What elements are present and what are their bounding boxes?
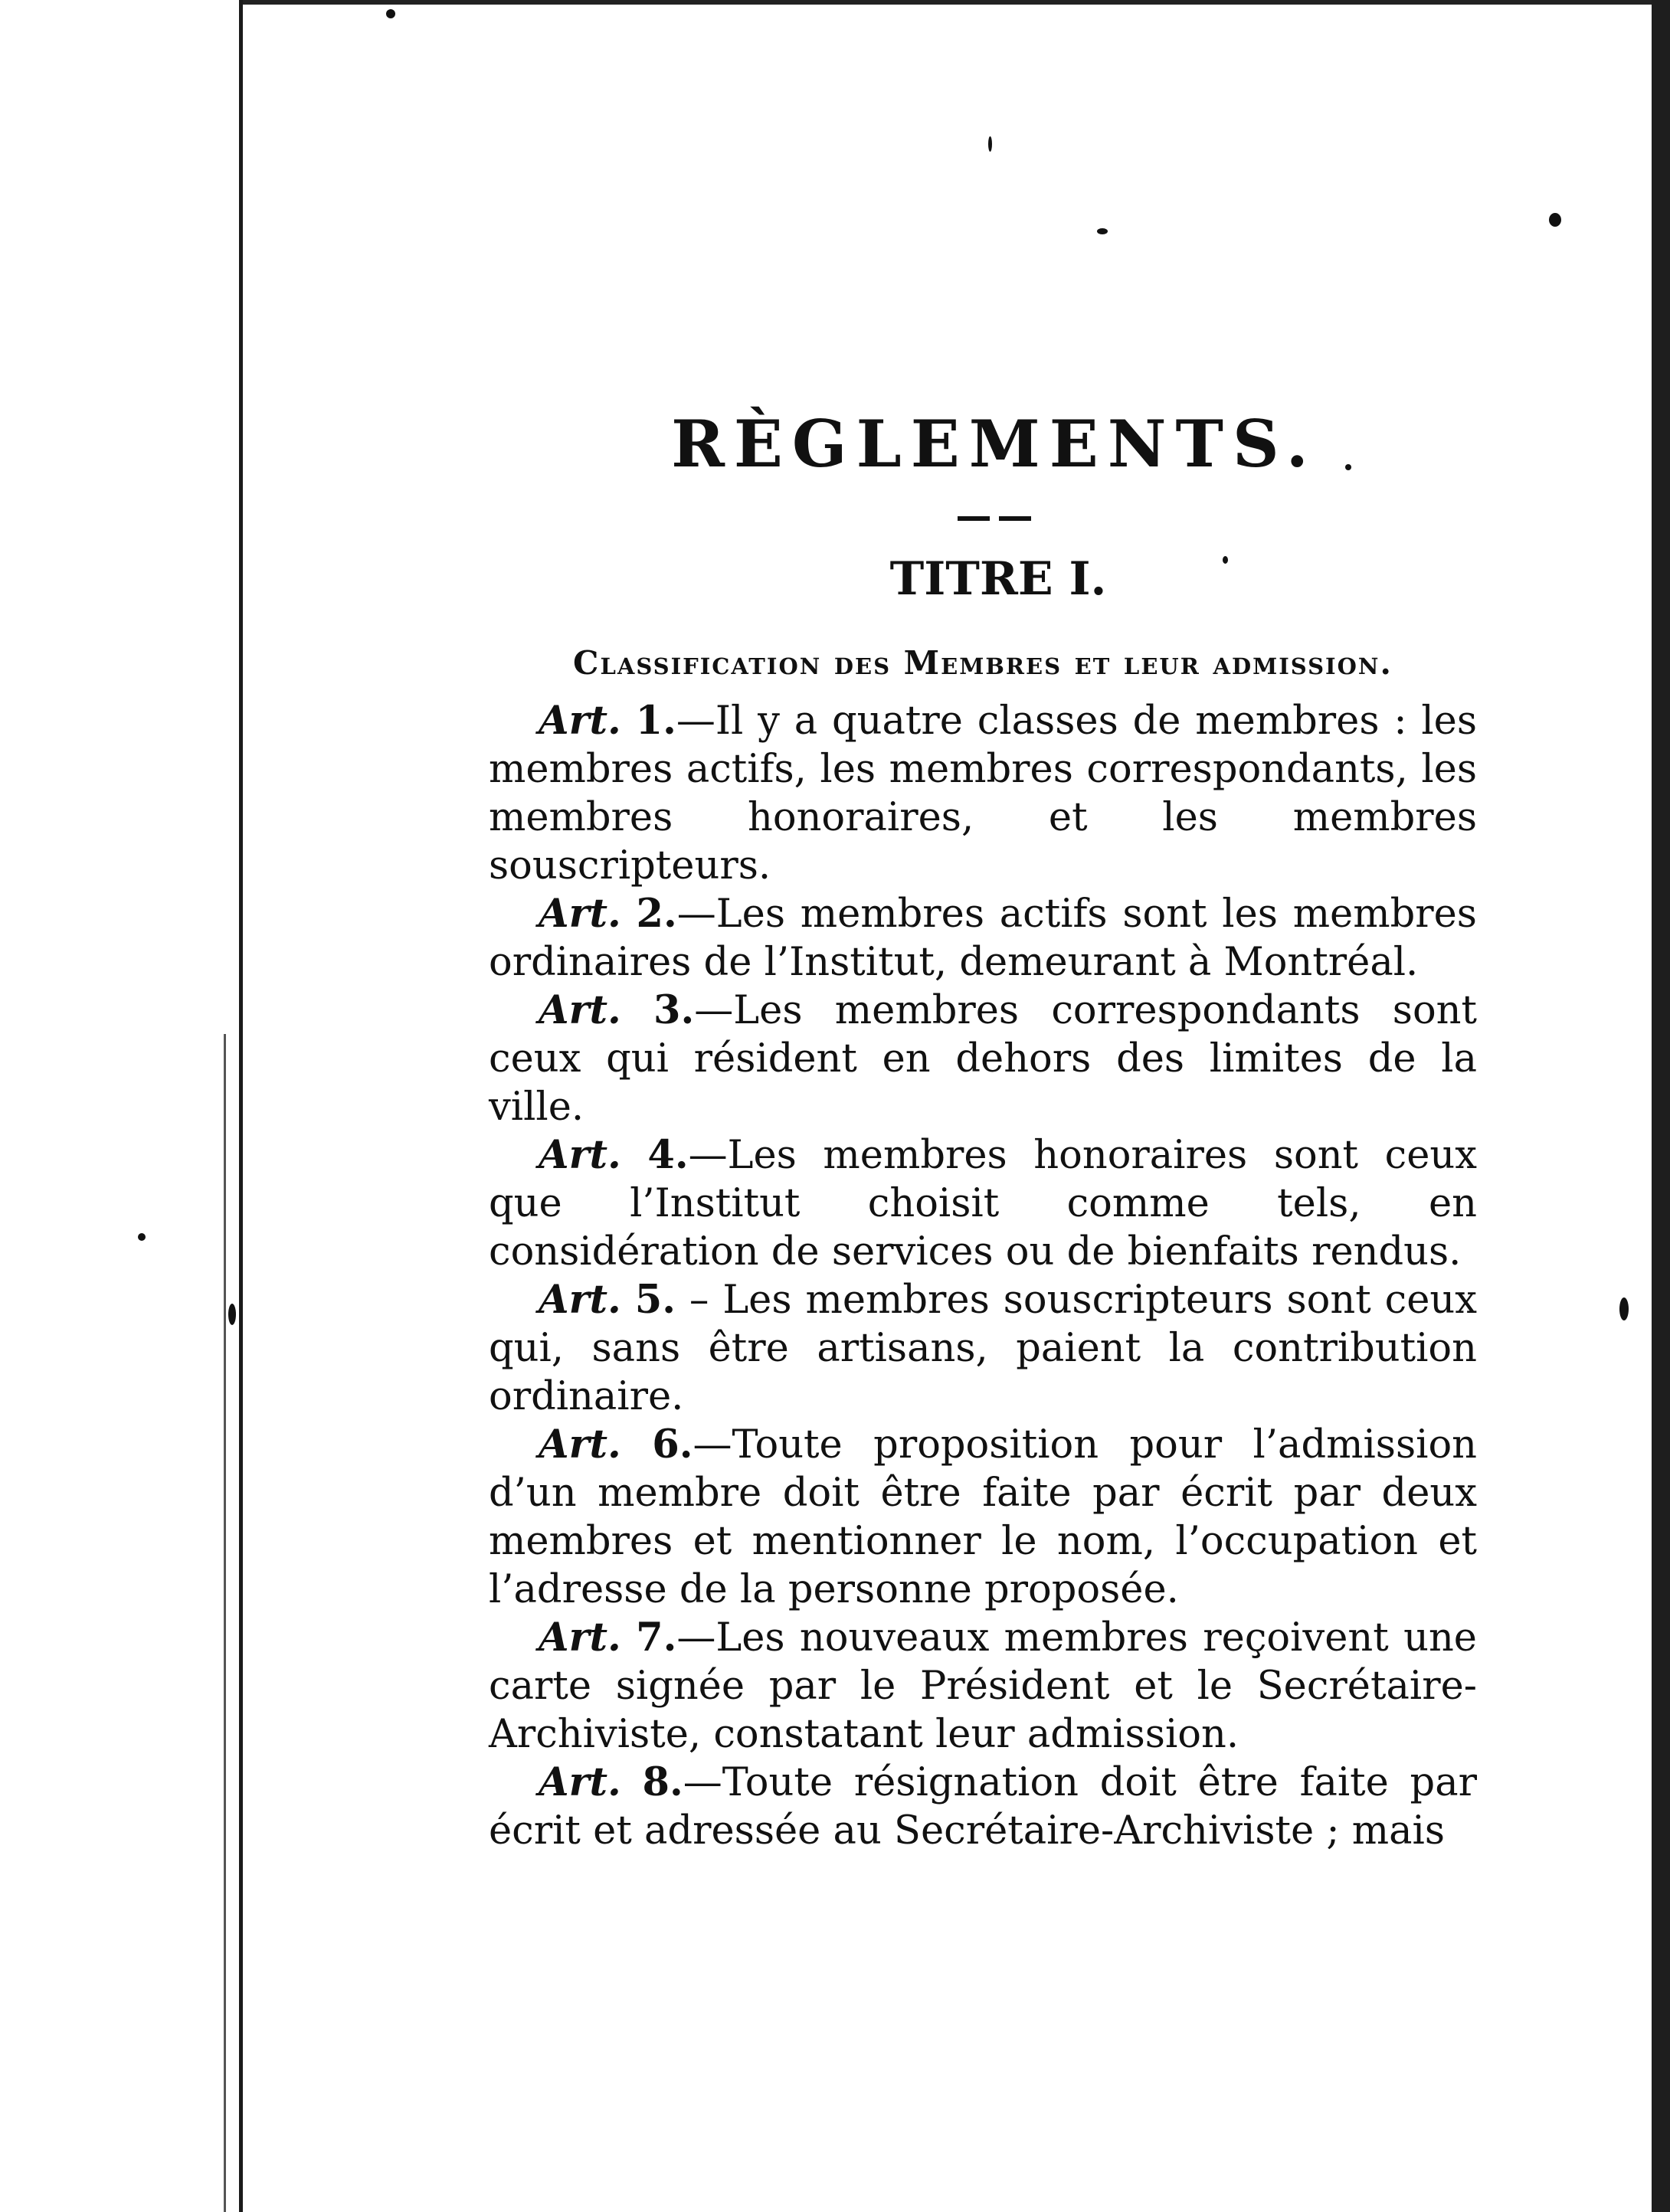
page-left-edge: [239, 0, 243, 2212]
page-top-edge: [239, 0, 1656, 5]
title-rule: [933, 512, 1033, 525]
article: Art. 4.—Les membres honoraires sont ceux que l’Institut choisit comme tels, en considération de services ou de bienfaits rendus.: [489, 1132, 1477, 1275]
scan-speck: [138, 1233, 146, 1241]
scan-speck: [988, 136, 992, 152]
page-text-block: [489, 406, 1477, 1855]
scan-speck: [1097, 228, 1108, 234]
page-right-edge: [1652, 0, 1670, 2212]
page-title: RÈGLEMENTS.: [671, 406, 1318, 482]
article: Art. 5. – Les membres souscripteurs sont ceux qui, sans être artisans, paient la contribution ordinaire.: [489, 1277, 1477, 1419]
scan-speck: [386, 9, 395, 18]
scan-speck: [1549, 213, 1561, 227]
page-inner-edge: [224, 1034, 226, 2212]
article: Art. 2.—Les membres actifs sont les membres ordinaires de l’Institut, demeurant à Montréal.: [489, 891, 1477, 985]
scan-speck: [228, 1304, 236, 1325]
article: Art. 1.—Il y a quatre classes de membres : les membres actifs, les membres correspondants, les membres honoraires, et les membres souscripteurs.: [489, 698, 1477, 888]
scan-speck: [1619, 1297, 1629, 1320]
section-heading: Classification des Membres et leur admission.: [573, 644, 1393, 682]
titre-heading: TITRE I.: [889, 552, 1107, 606]
article: Art. 3.—Les membres correspondants sont ceux qui résident en dehors des limites de la ville.: [489, 987, 1477, 1130]
article: Art. 6.—Toute proposition pour l’admission d’un membre doit être faite par écrit par deux membres et mentionner le nom, l’occupation et l’adresse de la personne proposée.: [489, 1422, 1477, 1612]
article: Art. 8.—Toute résignation doit être faite par écrit et adressée au Secrétaire-Archiviste ; mais: [489, 1759, 1477, 1854]
article: Art. 7.—Les nouveaux membres reçoivent une carte signée par le Président et le Secrétaire-Archiviste, constatant leur admission.: [489, 1615, 1477, 1757]
